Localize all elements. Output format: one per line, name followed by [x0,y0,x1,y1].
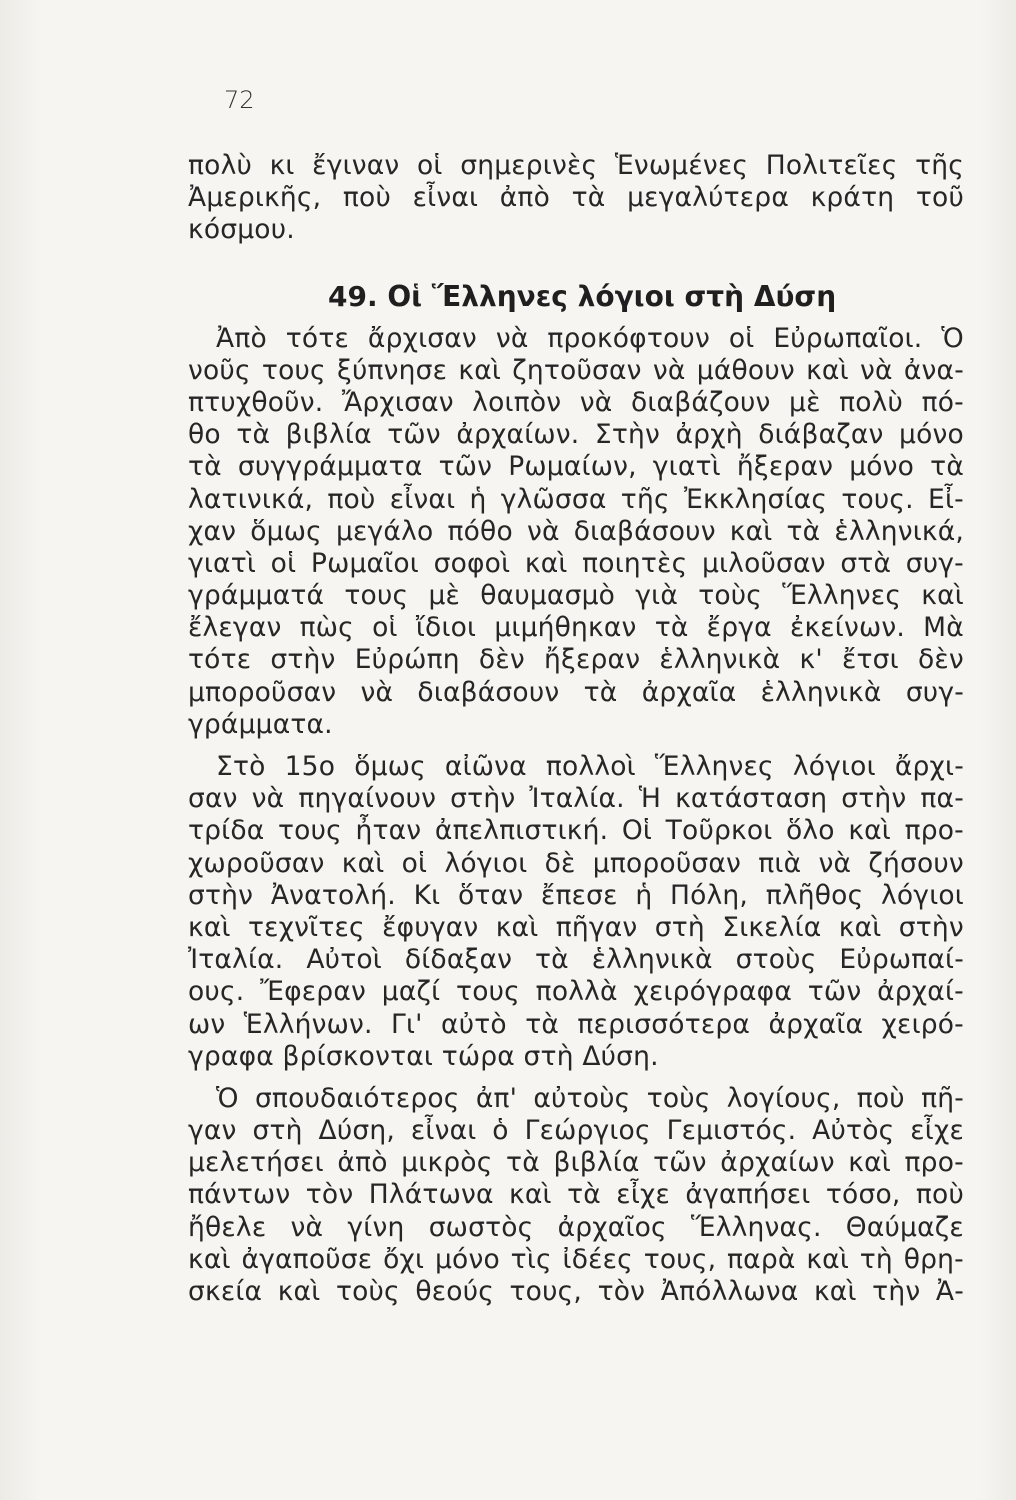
text-line: χωροῦσαν καὶ οἱ λόγιοι δὲ μποροῦσαν πιὰ νὰ ζήσουν [188,847,964,879]
text-line: τότε στὴν Εὐρώπη δὲν ἤξεραν ἑλληνικὰ κ' ἔτσι δὲν [188,644,964,676]
text-line: Ἰταλία. Αὐτοὶ δίδαξαν τὰ ἑλληνικὰ στοὺς Εὐρωπαί- [188,944,964,976]
section-heading: 49. Οἱ Ἕλληνες λόγιοι στὴ Δύση [328,279,837,313]
text-line: πολὺ κι ἔγιναν οἱ σημερινὲς Ἑνωμένες Πολιτεῖες τῆς [188,150,964,181]
text-line: γιατὶ οἱ Ρωμαῖοι σοφοὶ καὶ ποιητὲς μιλοῦσαν στὰ συγ- [188,547,964,579]
text-line: μποροῦσαν νὰ διαβάσουν τὰ ἀρχαῖα ἑλληνικὰ συγ- [188,676,964,708]
text-line: θο τὰ βιβλία τῶν ἀρχαίων. Στὴν ἀρχὴ διάβαζαν μόνο [188,419,964,451]
text-line: πτυχθοῦν. Ἄρχισαν λοιπὸν νὰ διαβάζουν μὲ πολὺ πό- [188,386,964,418]
text-line: Ἀπὸ τότε ἄρχισαν νὰ προκόφτουν οἱ Εὐρωπαῖοι. Ὁ [216,322,964,354]
text-line: γραφα βρίσκονται τώρα στὴ Δύση. [188,1040,659,1072]
text-line: καὶ τεχνῖτες ἔφυγαν καὶ πῆγαν στὴ Σικελία καὶ στὴν [188,911,964,943]
text-line: ους. Ἔφεραν μαζί τους πολλὰ χειρόγραφα τῶν ἀρχαί- [188,976,964,1008]
text-line: καὶ ἀγαποῦσε ὄχι μόνο τὶς ἰδέες τους, παρὰ καὶ τὴ θρη- [188,1243,964,1275]
text-line: γράμματα. [188,708,333,740]
text-line: Ἀμερικῆς, ποὺ εἶναι ἀπὸ τὰ μεγαλύτερα κράτη τοῦ [188,182,964,214]
text-line: Ὁ σπουδαιότερος ἀπ' αὐτοὺς τοὺς λογίους, ποὺ πῆ- [216,1082,964,1114]
text-line: λατινικά, ποὺ εἶναι ἡ γλῶσσα τῆς Ἐκκλησίας τους. Εἶ- [188,483,964,515]
text-line: στὴν Ἀνατολή. Κι ὅταν ἔπεσε ἡ Πόλη, πλῆθος λόγιοι [188,879,964,911]
text-line: χαν ὅμως μεγάλο πόθο νὰ διαβάσουν καὶ τὰ ἑλληνικά, [188,515,964,547]
paragraph [188,323,964,741]
text-line: Στὸ 15ο ὅμως αἰῶνα πολλοὶ Ἕλληνες λόγιοι ἄρχι- [216,751,964,782]
text-line: ἤθελε νὰ γίνη σωστὸς ἀρχαῖος Ἕλληνας. Θαύμαζε [188,1211,964,1243]
text-line: πάντων τὸν Πλάτωνα καὶ τὰ εἶχε ἀγαπήσει τόσο, ποὺ [188,1179,964,1211]
text-line: σαν νὰ πηγαίνουν στὴν Ἰταλία. Ἡ κατάσταση στὴν πα- [188,783,964,815]
text-line: γράμματά τους μὲ θαυμασμὸ γιὰ τοὺς Ἕλληνες καὶ [188,580,964,612]
text-block [188,150,964,1318]
text-line: κόσμου. [188,214,295,246]
text-line: γαν στὴ Δύση, εἶναι ὁ Γεώργιος Γεμιστός. Αὐτὸς εἶχε [188,1115,964,1147]
text-line: νοῦς τους ξύπνησε καὶ ζητοῦσαν νὰ μάθουν καὶ νὰ ἀνα- [188,354,964,386]
paragraph [188,1083,964,1308]
text-line: τρίδα τους ἦταν ἀπελπιστική. Οἱ Τοῦρκοι ὅλο καὶ προ- [188,815,964,847]
page-number: 72 [224,86,255,114]
text-line: μελετήσει ἀπὸ μικρὸς τὰ βιβλία τῶν ἀρχαίων καὶ προ- [188,1147,964,1179]
text-line: σκεία καὶ τοὺς θεούς τους, τὸν Ἀπόλλωνα καὶ τὴν Ἀ- [188,1276,964,1307]
text-line: τὰ συγγράμματα τῶν Ρωμαίων, γιατὶ ἤξεραν μόνο τὰ [188,451,964,483]
paragraph [188,150,964,247]
text-line: ων Ἑλλήνων. Γι' αὐτὸ τὰ περισσότερα ἀρχαῖα χειρό- [188,1008,964,1040]
paragraph [188,751,964,1073]
text-line: ἔλεγαν πὼς οἱ ἴδιοι μιμήθηκαν τὰ ἔργα ἐκείνων. Μὰ [188,612,964,644]
